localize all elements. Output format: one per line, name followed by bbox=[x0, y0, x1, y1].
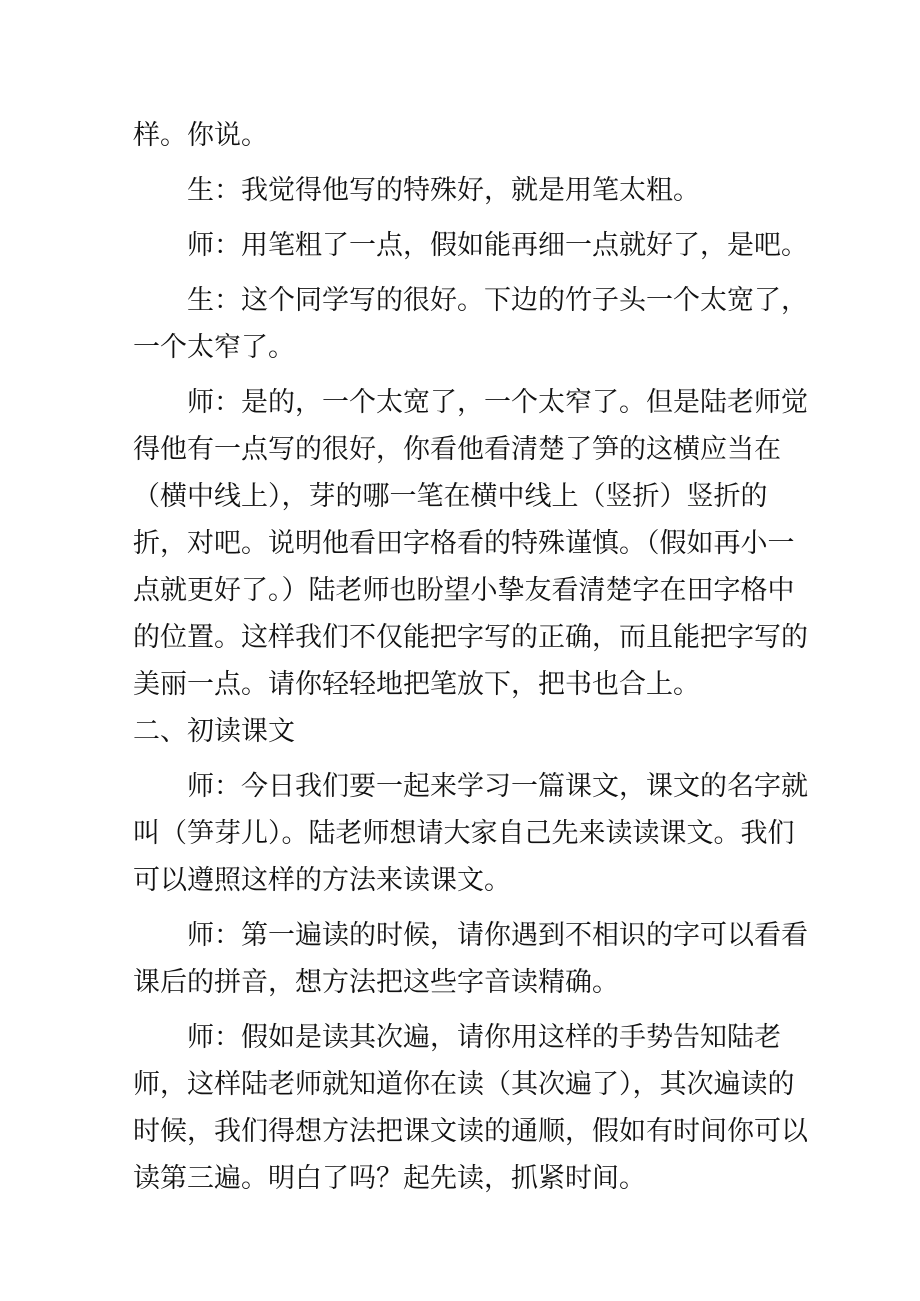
paragraph-continuation: 样。你说。 bbox=[133, 120, 268, 151]
paragraph-student-1: 生：我觉得他写的特殊好，就是用笔太粗。 bbox=[187, 175, 700, 206]
paragraph-teacher-2: 师：是的，一个太宽了，一个太窄了。但是陆老师觉得他有一点写的很好，你看他看清楚了笋的这横应当在（横中线上），芽的哪一笔在横中线上（竖折）竖折的折，对吧。说明他看田字格看的特殊谨慎。（假如再小一点就更好了。）陆老师也盼望小挚友看清楚字在田字格中的位置。这样我们不仅能把字写的正确，而且能把字写的美丽一点。请你轻轻地把笔放下，把书也合上。 bbox=[133, 387, 808, 700]
paragraph-teacher-5: 师：假如是读其次遍，请你用这样的手势告知陆老师，这样陆老师就知道你在读（其次遍了），其次遍读的时候，我们得想方法把课文读的通顺，假如有时间你可以读第三遍。明白了吗？起先读，抓紧时间。 bbox=[133, 1022, 808, 1194]
section-heading-first-reading: 二、初读课文 bbox=[133, 716, 295, 747]
paragraph-teacher-4: 师：第一遍读的时候，请你遇到不相识的字可以看看课后的拼音，想方法把这些字音读精确。 bbox=[133, 920, 808, 998]
paragraph-teacher-3: 师：今日我们要一起来学习一篇课文，课文的名字就叫（笋芽儿）。陆老师想请大家自己先来读读课文。我们可以遵照这样的方法来读课文。 bbox=[133, 771, 808, 896]
paragraph-teacher-1: 师：用笔粗了一点，假如能再细一点就好了，是吧。 bbox=[187, 230, 808, 261]
paragraph-student-2: 生：这个同学写的很好。下边的竹子头一个太宽了，一个太窄了。 bbox=[133, 285, 808, 363]
document-body bbox=[133, 112, 813, 1202]
